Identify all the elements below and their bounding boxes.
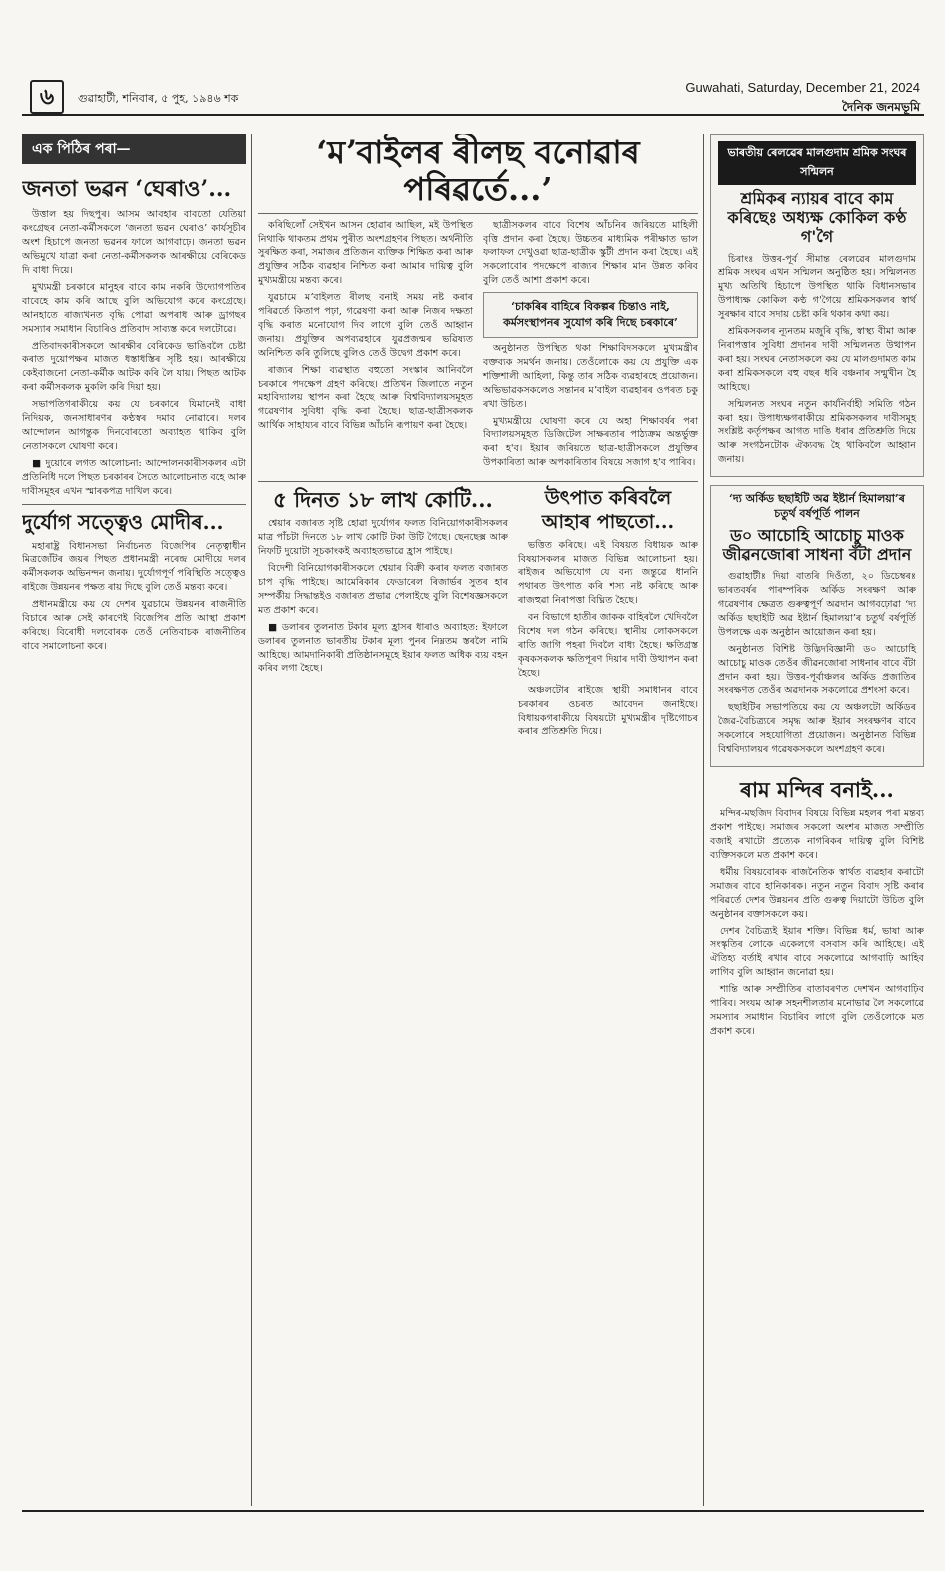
paragraph: চিৰাংঃ উত্তৰ-পূৰ্ব সীমান্ত ৰেলৱেৰ মালগুদাম শ্ৰমিক সংঘৰ এখন সন্মিলন অনুষ্ঠিত হয়। সন্মিলনত মুখ্য অতিথি হিচাপে উপস্থিত থাকি বিধানসভাৰ উপাধ্যক্ষ কোকিল কণ্ঠ গ'গৈয়ে শ্ৰমিকসকলৰ স্বাৰ্থ সুৰক্ষাৰ বাবে সদায় চেষ্টা কৰি থকাৰ কথা কয়।	[718, 253, 916, 321]
orchid-headline: ড০ আচোহি আচোচু মাওক জীৱনজোৰা সাধনা বঁটা প্ৰদান	[722, 525, 912, 565]
paragraph: ■ ডলাৰৰ তুলনাত টকাৰ মূল্য হ্ৰাসৰ ধাৰাও অব্যাহত: ইফালে ডলাৰৰ তুলনাত ভাৰতীয় টকাৰ মূল্য পুনৰ নিম্নতম স্তৰলৈ নামি আহিছে। আমদানিকাৰী প্ৰতিষ্ঠানসমূহে ইয়াৰ ফলত অধিক ব্যয় বহন কৰিব লগা হৈছে।	[258, 621, 508, 675]
center-column	[258, 134, 698, 1506]
paragraph: ছছাইটিৰ সভাপতিয়ে কয় যে অঞ্চলটো অৰ্কিডৰ জৈৱ-বৈচিত্ৰ্যৰে সমৃদ্ধ আৰু ইয়াৰ সংৰক্ষণৰ বাবে সকলোৰে সহযোগিতা প্ৰয়োজন। অনুষ্ঠানত বিভিন্ন বিশ্ববিদ্যালয়ৰ গৱেষকসকলে অংশগ্ৰহণ কৰে।	[718, 702, 916, 756]
orchid-kicker: ‘দ্য অৰ্কিড ছছাইটি অৱ ইষ্টাৰ্ন হিমালয়া’ৰ চতুৰ্থ বৰ্ষপূৰ্তি পালন	[729, 492, 905, 520]
paragraph: গুৱাহাটীঃ দিয়া বাতৰি দিওঁতা, ২০ ডিচেম্বৰঃ ভাৰতবৰ্ষৰ পাৰম্পৰিক অৰ্কিড সংৰক্ষণ আৰু গৱেষণাৰ ক্ষেত্ৰত গুৰুত্বপূৰ্ণ অৱদান আগবঢ়োৱা ‘দ্য অৰ্কিড ছছাইটি অৱ ইষ্টাৰ্ন হিমালয়া’ৰ চতুৰ্থ বৰ্ষপূৰ্তি উপলক্ষে এক অনুষ্ঠান আয়োজন কৰা হয়।	[718, 571, 916, 638]
paragraph: যুৱচামে মʼবাইলত ৰীলছ বনাই সময় নষ্ট কৰাৰ পৰিৱৰ্তে কিতাপ পঢ়া, গৱেষণা কৰা আৰু নিজৰ দক্ষতা বৃদ্ধি কৰাত মনোযোগ দিব লাগে বুলি তেওঁ আহ্বান জনায়। প্ৰযুক্তিৰ অপব্যৱহাৰে যুৱপ্ৰজন্মৰ ভৱিষ্যত অনিশ্চিত কৰি তুলিছে বুলিও তেওঁ উদ্বেগ প্ৰকাশ কৰে।	[258, 292, 473, 359]
paragraph: মন্দিৰ-মছজিদ বিবাদৰ বিষয়ে বিভিন্ন মহলৰ পৰা মন্তব্য প্ৰকাশ পাইছে। সমাজৰ সকলো অংশৰ মাজত সম্প্ৰীতি বজাই ৰখাটো প্ৰত্যেক নাগৰিকৰ দায়িত্ব বুলি বিশিষ্ট ব্যক্তিসকলে মত প্ৰকাশ কৰে।	[710, 808, 924, 861]
column-rule	[703, 134, 704, 1506]
market-story-text	[258, 517, 508, 676]
paragraph: অনুষ্ঠানত উপস্থিত থকা শিক্ষাবিদসকলে মুখ্যমন্ত্ৰীৰ বক্তব্যক সমৰ্থন জনায়। তেওঁলোকে কয় যে প্ৰযুক্তি এক শক্তিশালী আহিলা, কিন্তু তাৰ সঠিক ব্যৱহাৰহে প্ৰয়োজন। অভিভাৱকসকলেও সন্তানৰ মʼবাইল ব্যৱহাৰৰ ওপৰত চকু ৰখা উচিত।	[483, 343, 698, 410]
header-date-assamese: গুৱাহাটী, শনিবাৰ, ৫ পুহ, ১৯৪৬ শক	[78, 92, 239, 105]
left-headline: জনতা ভৱন ‘ঘেৰাও’...	[22, 176, 232, 202]
paragraph: শ্বেয়াৰ বজাৰত সৃষ্টি হোৱা দুৰ্যোগৰ ফলত বিনিয়োগকাৰীসকলৰ মাত্ৰ পাঁচটা দিনতে ১৮ লাখ কোটি টকা উটি গৈছে। ছেনছেক্স আৰু নিফটি দুয়োটা সূচকাংকই অব্যাহতভাৱে হ্ৰাস পাইছে।	[258, 518, 508, 558]
paragraph: কৰিছিলোঁ সেইখন আসন হোৱাৰ আছিল, মই উপস্থিত নিথাকি থাকতম প্ৰথম পুৰীত অংশগ্ৰহণৰ পিছত। অৰ্থনীতি সুৰক্ষিত কৰা, সমাজৰ প্ৰতিজন ব্যক্তিক শিক্ষিত কৰা আৰু প্ৰযুক্তিৰ সঠিক ব্যৱহাৰ নিশ্চিত কৰা আমাৰ দায়িত্ব বুলি মুখ্যমন্ত্ৰীয়ে মন্তব্য কৰে।	[258, 219, 473, 287]
paragraph: সন্মিলনত সংঘৰ নতুন কাৰ্যনিৰ্বাহী সমিতি গঠন কৰা হয়। উপাধ্যক্ষগৰাকীয়ে শ্ৰমিকসকলৰ দাবীসমূহ সংশ্লিষ্ট কৰ্তৃপক্ষৰ আগত দাঙি ধৰাৰ প্ৰতিশ্ৰুতি দিয়ে আৰু সংগঠনটোক ঐক্যবদ্ধ হৈ থাকিবলৈ আহ্বান জনায়।	[718, 398, 916, 466]
box-kicker: ভাৰতীয় ৰেলৱেৰ মালগুদাম শ্ৰমিক সংঘৰ সন্মিলন	[718, 141, 916, 185]
editorial-story	[710, 807, 924, 1039]
paragraph: ৰাজ্যৰ শিক্ষা ব্যৱস্থাত বহুতো সংস্কাৰ আনিবলৈ চৰকাৰে পদক্ষেপ গ্ৰহণ কৰিছে। প্ৰতিখন জিলাতে নতুন মহাবিদ্যালয় স্থাপন কৰা হৈছে আৰু বিশ্ববিদ্যালয়সমূহত গৱেষণাৰ সুবিধা বৃদ্ধি কৰা হৈছে। ছাত্ৰ-ছাত্ৰীসকলক আৰ্থিক সাহায্যৰ বাবে বিভিন্ন আঁচনি ৰূপায়ণ কৰা হৈছে।	[258, 364, 473, 432]
wildlife-story-text	[518, 539, 698, 740]
paragraph: মুখ্যমন্ত্ৰী চৰকাৰে মানুহৰ বাবে কাম নকৰি উদ্যোগপতিৰ বাবেহে কাম কৰি আছে বুলি অভিযোগ কৰে কংগ্ৰেছে। আনহাতে ৰাজ্যখনত বৃদ্ধি পোৱা অপৰাধ আৰু ড্ৰাগছৰ সমস্যাৰ সমাধান বিচাৰিও প্ৰতিবাদ সাব্যস্ত কৰে দলটোৱে।	[22, 281, 246, 335]
header-date-english: Guwahati, Saturday, December 21, 2024	[685, 80, 920, 95]
divider	[258, 481, 698, 482]
masthead	[22, 66, 924, 124]
market-headline: ৫ দিনত ১৮ লাখ কোটি...	[273, 487, 493, 513]
paragraph: মুখ্যমন্ত্ৰীয়ে ঘোষণা কৰে যে অহা শিক্ষাবৰ্ষৰ পৰা বিদ্যালয়সমূহত ডিজিটেল সাক্ষৰতাৰ পাঠ্যক্ৰম অন্তৰ্ভুক্ত কৰা হ'ব। ইয়াৰ জৰিয়তে ছাত্ৰ-ছাত্ৰীসকলে প্ৰযুক্তিৰ উপকাৰিতা আৰু অপকাৰিতাৰ বিষয়ে সজাগ হ'ব পাৰিব।	[483, 415, 698, 469]
newspaper-name: দৈনিক জনমভূমি	[842, 100, 920, 114]
paragraph: শ্ৰমিকসকলৰ ন্যূনতম মজুৰি বৃদ্ধি, স্বাস্থ্য বীমা আৰু নিৰাপত্তাৰ সুবিধা প্ৰদানৰ দাবী সন্মিলনত উত্থাপন কৰা হয়। সংঘৰ নেতাসকলে কয় যে মালগুদামত কাম কৰা শ্ৰমিকসকলে বহু বছৰ ধৰি বঞ্চনাৰ সন্মুখীন হৈ আহিছে।	[718, 326, 916, 393]
labour-union-box	[710, 134, 924, 477]
paragraph: বন বিভাগে হাতীৰ জাকক বাহিৰলৈ খেদিবলৈ বিশেষ দল গঠন কৰিছে। স্থানীয় লোকসকলে ৰাতি জাগি পহৰা দিবলৈ বাধ্য হৈছে। ক্ষতিগ্ৰস্ত কৃষকসকলক ক্ষতিপূৰণ দিয়াৰ দাবী উত্থাপন কৰা হৈছে।	[518, 612, 698, 679]
header-rule	[22, 114, 924, 116]
pull-quote: ‘চাকৰিৰ বাহিৰে বিকল্পৰ চিন্তাও নাই, কৰ্মসংস্থাপনৰ সুযোগ কৰি দিছে চৰকাৰে’	[483, 292, 698, 338]
paragraph: দেশৰ বৈচিত্ৰ্যই ইয়াৰ শক্তি। বিভিন্ন ধৰ্ম, ভাষা আৰু সংস্কৃতিৰ লোকে একেলগে বসবাস কৰি আহিছে। এই ঐতিহ্য বৰ্তাই ৰখাৰ বাবে সকলোৱে আগবাঢ়ি আহিব লাগিব বুলি আহ্বান জনোৱা হয়।	[710, 925, 924, 979]
main-story-col-2	[483, 219, 698, 474]
wildlife-story	[518, 487, 698, 742]
market-story	[258, 487, 508, 742]
paragraph: অনুষ্ঠানত বিশিষ্ট উদ্ভিদবিজ্ঞানী ড০ আচোহি আচোচু মাওক তেওঁৰ জীৱনজোৰা সাধনাৰ বাবে বঁটা প্ৰদান কৰা হয়। উত্তৰ-পূৰ্বাঞ্চলৰ অৰ্কিড প্ৰজাতিৰ সংৰক্ষণত তেওঁৰ অৱদানক সকলোৱে প্ৰশংসা কৰে।	[718, 643, 916, 697]
left-headline-2: দুৰ্যোগ সত্ত্বেও মোদীৰ...	[22, 509, 224, 534]
paragraph: শান্তি আৰু সম্প্ৰীতিৰ বাতাবৰণত দেশখন আগবাঢ়িব পাৰিব। সংযম আৰু সহনশীলতাৰ মনোভাৱ লৈ সকলোৱে সমস্যাৰ সমাধান বিচাৰিব লাগে বুলি তেওঁলোকে মত প্ৰকাশ কৰে।	[710, 984, 924, 1037]
divider	[22, 504, 246, 505]
column-rule	[251, 134, 252, 1506]
paragraph: প্ৰধানমন্ত্ৰীয়ে কয় যে দেশৰ যুৱচামে উন্নয়নৰ ৰাজনীতি বিচাৰে আৰু সেই কাৰণেই বিজেপিৰ প্ৰতি আস্থা প্ৰকাশ কৰিছে। বিৰোধী দলবোৰক তেওঁ নেতিবাচক ৰাজনীতিৰ বাবে সমালোচনা কৰে।	[22, 599, 246, 652]
right-column	[710, 134, 924, 1506]
labour-headline: শ্ৰমিকৰ ন্যায়ৰ বাবে কাম কৰিছেঃ অধ্যক্ষ কোকিল কণ্ঠ গ'গৈ	[727, 189, 907, 247]
paragraph: ছাত্ৰীসকলৰ বাবে বিশেষ আঁচনিৰ জৰিয়তে মাহিলী বৃত্তি প্ৰদান কৰা হৈছে। উচ্চতৰ মাধ্যমিক পৰীক্ষাত ভাল ফলাফল দেখুওৱা ছাত্ৰ-ছাত্ৰীক স্কুটী প্ৰদান কৰা হৈছে। এই সকলোবোৰ পদক্ষেপে ৰাজ্যৰ শিক্ষাৰ মান উন্নত কৰিব বুলি তেওঁ আশা প্ৰকাশ কৰে।	[483, 219, 698, 287]
left-story	[22, 208, 246, 498]
page-number: ৬	[30, 80, 64, 114]
left-column	[22, 134, 246, 1506]
paragraph: বিদেশী বিনিয়োগকাৰীসকলে শ্বেয়াৰ বিক্ৰী কৰাৰ ফলত বজাৰত চাপ বৃদ্ধি পাইছে। আমেৰিকাৰ ফেডাৰেল ৰিজাৰ্ভৰ সুতৰ হাৰ সম্পৰ্কীয় সিদ্ধান্তইও বজাৰত প্ৰভাৱ পেলাইছে বুলি বিশেষজ্ঞসকলে মত প্ৰকাশ কৰে।	[258, 563, 508, 616]
paragraph: ■ দুয়োৰে লগত আলোচনা: আন্দোলনকাৰীসকলৰ এটা প্ৰতিনিধি দলে পিছত চৰকাৰৰ সৈতে আলোচনাত বহে আৰু দাবীসমূহৰ এখন স্মাৰকপত্ৰ দাখিল কৰে।	[22, 457, 246, 497]
editorial-headline: ৰাম মন্দিৰ বনাই...	[740, 777, 894, 802]
paragraph: ধৰ্মীয় বিষয়বোৰক ৰাজনৈতিক স্বাৰ্থত ব্যৱহাৰ কৰাটো সমাজৰ বাবে হানিকাৰক। নতুন নতুন বিবাদ সৃষ্টি কৰাৰ পৰিৱৰ্তে দেশৰ উন্নয়নৰ প্ৰতি গুৰুত্ব দিয়াটো উচিত বুলি অনুষ্ঠানৰ বক্তাসকলে কয়।	[710, 866, 924, 920]
paragraph: উত্তাল হয় দিছপুৰ। আসম আবহাৰ বাবতো যেতিয়া কংগ্ৰেছৰ নেতা-কৰ্মীসকলে ‘জনতা ভৱন ঘেৰাও’ কাৰ্যসূচীৰ অংশ হিচাপে জনতা ভৱনৰ ফালে আগবাঢ়ে। জনতা ভৱন অভিমুখে যাত্ৰা কৰা নেতা-কৰ্মীসকলক আৰক্ষীয়ে বেৰিকেড দি বাধা দিয়ে।	[22, 209, 246, 277]
main-headline: ‘মʼবাইলৰ ৰীলছ বনোৱাৰ পৰিৱৰ্তে...’	[316, 134, 640, 208]
orchid-story	[718, 570, 916, 757]
divider	[258, 213, 698, 214]
section-label: এক পিঠিৰ পৰা—	[22, 134, 246, 164]
labour-story	[718, 253, 916, 468]
wildlife-headline: উৎপাত কৰিবলৈ আহাৰ পাছতো...	[541, 487, 675, 533]
paragraph: মহাৰাষ্ট্ৰ বিধানসভা নিৰ্বাচনত বিজেপিৰ নেতৃত্বাধীন মিত্ৰজোঁটৰ জয়ৰ পিছত প্ৰধানমন্ত্ৰী নৰেন্দ্ৰ মোদীয়ে দলৰ কৰ্মীসকলক অভিনন্দন জনায়। দুৰ্যোগপূৰ্ণ পৰিস্থিতি সত্ত্বেও ৰাইজে উন্নয়নৰ পক্ষত ৰায় দিছে বুলি তেওঁ মন্তব্য কৰে।	[22, 540, 246, 594]
left-story-2	[22, 540, 246, 654]
paragraph: ভত্তিত কৰিছে। এই বিষয়ত বিধায়ক আৰু বিষয়াসকলৰ মাজত বিভিন্ন আলোচনা হয়। ৰাইজৰ অভিযোগ যে বন্য জন্তুৱে ধাননি পথাৰত উৎপাত কৰি শস্য নষ্ট কৰিছে আৰু ৰাজহুৱা নিৰাপত্তা বিঘ্নিত হৈছে।	[518, 539, 698, 607]
orchid-society-box	[710, 485, 924, 767]
paragraph: প্ৰতিবাদকাৰীসকলে আৰক্ষীৰ বেৰিকেড ভাঙিবলৈ চেষ্টা কৰাত দুয়োপক্ষৰ মাজত ধস্তাধস্তিৰ সৃষ্টি হয়। আৰক্ষীয়ে কেইবাজনো নেতা-কৰ্মীক আটক কৰি লৈ যায়। পিছত আটক কৰা কৰ্মীসকলক মুকলি কৰি দিয়া হয়।	[22, 340, 246, 394]
paragraph: সভাপতিগৰাকীয়ে কয় যে চৰকাৰে যিমানেই বাধা নিদিয়ক, জনসাধাৰণৰ কণ্ঠস্বৰ দমাব নোৱাৰে। দলৰ আন্দোলন আগন্তুক দিনবোৰতো অব্যাহত থাকিব বুলি নেতাসকলে ঘোষণা কৰে।	[22, 399, 246, 452]
bottom-rule	[22, 1510, 924, 1512]
paragraph: অঞ্চলটোৰ ৰাইজে স্থায়ী সমাধানৰ বাবে চৰকাৰৰ ওচৰত আবেদন জনাইছে। বিধায়কগৰাকীয়ে বিষয়টো মুখ্যমন্ত্ৰীৰ দৃষ্টিগোচৰ কৰাৰ প্ৰতিশ্ৰুতি দিয়ে।	[518, 684, 698, 738]
main-story-col-1	[258, 219, 473, 474]
